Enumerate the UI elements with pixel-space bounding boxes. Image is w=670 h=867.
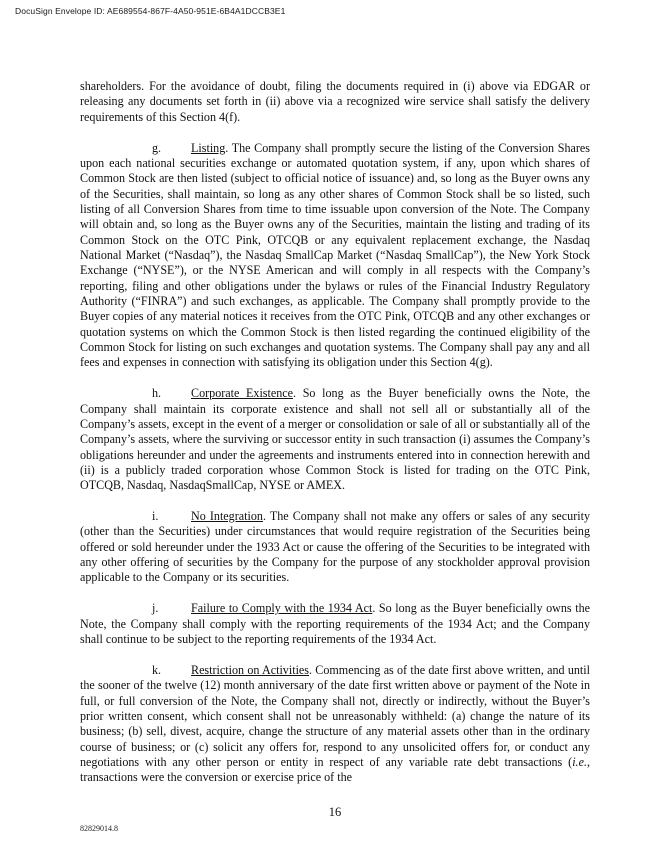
document-body [80, 79, 590, 801]
section-g-paragraph [80, 141, 590, 371]
section-j-text: . So long as the Buyer beneficially owns the Note, the Company shall comply with the reporting requirements of the 1934 Act; and the Company shall continue to be subject to the reporting requirements of the 1934 Act. [80, 601, 590, 646]
docusign-envelope-id: DocuSign Envelope ID: AE689554-867F-4A50-951E-6B4A1DCCB3E1 [15, 6, 286, 16]
document-id: 82829014.8 [80, 824, 118, 833]
section-k-paragraph [80, 663, 590, 786]
section-g-text: . The Company shall promptly secure the listing of the Conversion Shares upon each national securities exchange or automated quotation system, if any, upon which shares of Common Stock are then listed (subject to official notice of issuance) and, so long as the Buyer owns any of the Securities, shall maintain, so long as any other shares of Common Stock shall be so listed, such listing of all Conversion Shares from time to time issuable upon conversion of the Note. The Company will obtain and, so long as the Buyer owns any of the Securities, maintain the listing and trading of its Common Stock on the OTC Pink, OTCQB or any equivalent replacement exchange, the Nasdaq National Market (“Nasdaq”), the Nasdaq SmallCap Market (“Nasdaq SmallCap”), the New York Stock Exchange (“NYSE”), or the NYSE American and will comply in all respects with the Company’s reporting, filing and other obligations under the bylaws or rules of the Financial Industry Regulatory Authority (“FINRA”) and such exchanges, as applicable. The Company shall promptly provide to the Buyer copies of any material notices it receives from the OTC Pink, OTCQB and any other exchanges or quotation systems on which the Common Stock is then listed regarding the continued eligibility of the Common Stock for listing on such exchanges and quotation systems. The Company shall pay any and all fees and expenses in connection with satisfying its obligation under this Section 4(g). [80, 140, 590, 370]
section-j-letter: j. [152, 601, 159, 616]
section-j-paragraph [80, 601, 590, 647]
intro-paragraph: shareholders. For the avoidance of doubt, filing the documents required in (i) above via EDGAR or releasing any documents set forth in (ii) above via a recognized wire service shall satisfy the delivery requirements of this Section 4(f). [80, 79, 590, 124]
section-i-paragraph [80, 509, 590, 586]
section-j-heading: Failure to Comply with the 1934 Act [191, 601, 373, 616]
section-g-heading: Listing [191, 140, 226, 155]
section-h-heading: Corporate Existence [191, 386, 294, 401]
section-k-text: . Commencing as of the date first above written, and until the sooner of the twelve (12) month anniversary of the date first written above or payment of the Note in full, or full conversion of the Note, the Company shall not, directly or indirectly, without the Buyer’s prior written consent, which consent shall not be unreasonably withheld: (a) change the nature of its business; (b) sell, divest, acquire, change the structure of any material assets other than in the ordinary course of business; or (c) solicit any offers for, respond to any unsolicited offers for, or conduct any negotiations with any other person or entity in respect of any variable rate debt transactions ( [80, 662, 590, 769]
section-i-heading: No Integration [191, 509, 263, 524]
section-k-heading: Restriction on Activities [191, 662, 310, 677]
page-number: 16 [328, 805, 342, 819]
section-h-text: . So long as the Buyer beneficially owns the Note, the Company shall maintain its corporate existence and shall not sell all or substantially all of the Company’s assets, except in the event of a merger or consolidation or sale of all or substantially all of the Company’s assets, where the surviving or successor entity in such transaction (i) assumes the Company’s obligations hereunder and under the agreements and instruments entered into in connection herewith and (ii) is a publicly traded corporation whose Common Stock is listed for trading on the OTC Pink, OTCQB, Nasdaq, NasdaqSmallCap, NYSE or AMEX. [80, 386, 590, 493]
section-i-letter: i. [152, 509, 159, 524]
section-g-letter: g. [152, 140, 162, 155]
section-h-paragraph [80, 386, 590, 493]
section-k-italic-ie: i.e. [572, 754, 587, 769]
section-k-text-end: , transactions were the conversion or exercise price of the [80, 754, 590, 785]
section-i-text: . The Company shall not make any offers or sales of any security (other than the Securities) under circumstances that would require registration of the Securities being offered or sold hereunder under the 1933 Act or cause the offering of the Securities to be integrated with any other offering of securities by the Company for the purpose of any stockholder approval provision applicable to the Company or its securities. [80, 509, 590, 585]
section-k-letter: k. [152, 662, 162, 677]
section-h-letter: h. [152, 386, 162, 401]
